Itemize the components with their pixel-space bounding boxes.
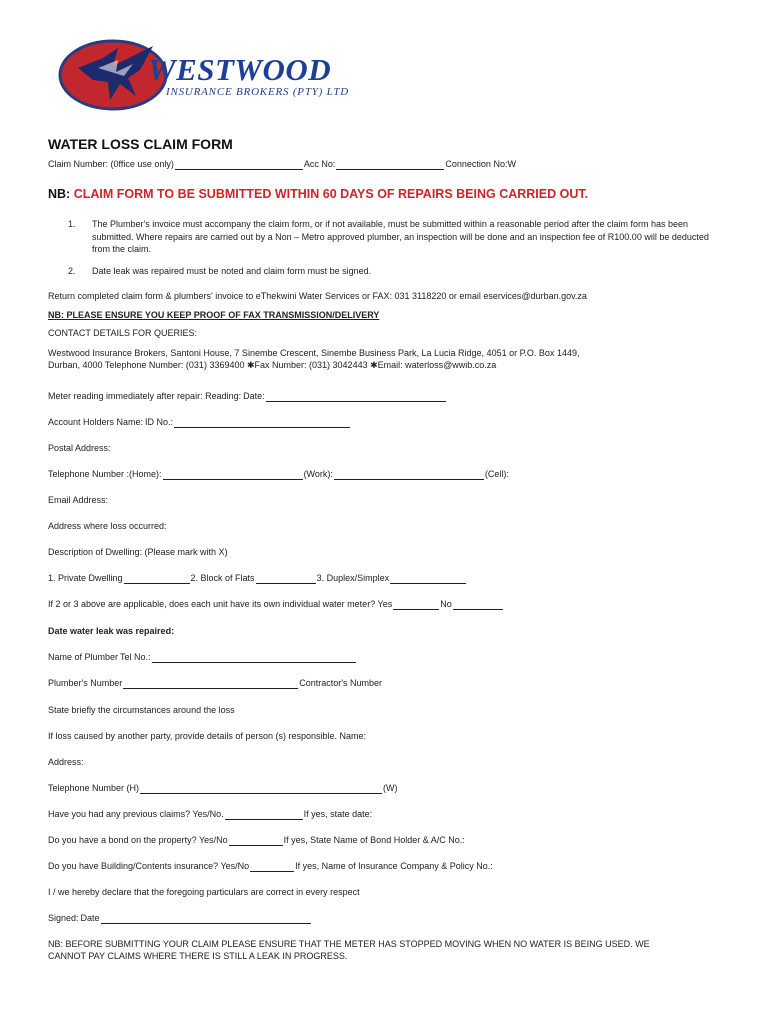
meter-reading-label: Meter reading immediately after repair: Reading: [48,391,242,401]
instruction-number: 1. [68,219,76,229]
form-title: WATER LOSS CLAIM FORM [48,136,233,152]
instruction-item [48,218,716,256]
bond-label: Do you have a bond on the property? Yes/No [48,835,228,845]
meter-date-label: Date: [243,391,265,401]
previous-claims-row [48,809,670,820]
plumber-name-row [48,652,670,663]
sign-date-label: Date [80,913,100,923]
claim-number-label: Claim Number: (0ffice use only) [48,159,174,169]
tel-home-label: Telephone Number :(Home): [48,469,162,479]
return-instructions: Return completed claim form & plumbers' invoice to eThekwini Water Services or FAX: 031 3118220 or email eservices@durban.gov.za [48,291,587,301]
instruction-text: Date leak was repaired must be noted and claim form must be signed. [92,266,372,276]
id-no-field[interactable] [174,418,350,428]
loss-address-row [48,521,670,532]
circumstances-row [48,705,670,716]
loss-address-label: Address where loss occurred: [48,521,167,531]
contact-address: Westwood Insurance Brokers, Santoni House, 7 Sinembe Crescent, Sinembe Business Park, La Lucia Ridge, 4051 or P.O. Box 1449, [48,348,580,358]
submission-notice [48,187,588,201]
telephone-row [48,469,670,480]
meter-yes-field[interactable] [393,600,439,610]
other-party-telephone-row [48,783,670,794]
email-label: Email Address: [48,495,109,505]
individual-meter-row [48,599,670,610]
tel-home-field[interactable] [163,470,303,480]
tel-h-label: Telephone Number (H) [48,783,140,793]
insurer-label: If yes, Name of Insurance Company & Policy No.: [295,861,493,871]
meter-no-field[interactable] [453,600,503,610]
claim-number-row [48,159,670,170]
account-holder-label: Account Holders Name: [48,417,144,427]
bond-holder-label: If yes, State Name of Bond Holder & A/C No.: [283,835,465,845]
company-name: WESTWOOD [148,52,332,87]
block-of-flats-field[interactable] [256,574,316,584]
meter-no-label: No [440,599,452,609]
duplex-simplex-field[interactable] [390,574,466,584]
instruction-number: 2. [68,266,76,276]
instruction-text: The Plumber's invoice must accompany the claim form, or if not available, must be submitted within a reasonable period after the claim form has been submitted. Where repairs are carried out by a Non – Metro approved plumber, an inspection will be done and an inspection fee of R100.00 will be deducted from the claim. [92,219,709,254]
contractor-number-label: Contractor's Number [299,678,382,688]
postal-address-label: Postal Address: [48,443,111,453]
tel-h-field[interactable] [140,784,382,794]
plumber-name-label: Name of Plumber [48,652,119,662]
private-dwelling-label: 1. Private Dwelling [48,573,123,583]
acc-no-field[interactable] [336,160,444,170]
tel-w-label: (W) [383,783,398,793]
tel-cell-label: (Cell): [484,469,509,479]
notice-prefix: NB: [48,187,71,201]
footer-notice-line2: CANNOT PAY CLAIMS WHERE THERE IS STILL A LEAK IN PROGRESS. [48,951,348,961]
tel-work-field[interactable] [334,470,484,480]
insurance-field[interactable] [250,862,294,872]
acc-no-label: Acc No: [303,159,336,169]
contact-numbers: Durban, 4000 Telephone Number: (031) 3369400 ✱Fax Number: (031) 3042443 ✱Email: waterloss@wwib.co.za [48,360,497,370]
bond-row [48,835,670,846]
contact-heading: CONTACT DETAILS FOR QUERIES: [48,328,198,338]
other-party-label: If loss caused by another party, provide details of person (s) responsible. Name: [48,731,366,741]
id-no-label: ID No.: [145,417,174,427]
plumber-tel-field[interactable] [152,653,356,663]
bond-field[interactable] [229,836,283,846]
sign-date-field[interactable] [101,914,311,924]
individual-meter-question: If 2 or 3 above are applicable, does each unit have its own individual water meter? Yes [48,599,393,609]
circumstances-label: State briefly the circumstances around the loss [48,705,235,715]
postal-address-row [48,443,670,454]
connection-no-label: Connection No:W [445,159,516,169]
previous-claim-date-label: If yes, state date: [303,809,373,819]
meter-reading-row [48,391,670,402]
plumber-number-row [48,678,670,689]
instruction-item [48,265,716,278]
plumber-number-label: Plumber's Number [48,678,123,688]
plumber-number-field[interactable] [123,679,298,689]
email-row [48,495,670,506]
previous-claims-field[interactable] [225,810,303,820]
other-party-row [48,731,670,742]
insurance-row [48,861,670,872]
account-holder-row [48,417,670,428]
other-party-address-row [48,757,670,768]
private-dwelling-field[interactable] [124,574,190,584]
date-repaired-row [48,626,670,637]
claim-number-field[interactable] [175,160,303,170]
company-subtitle: INSURANCE BROKERS (PTY) LTD [166,86,350,98]
fax-notice: NB: PLEASE ENSURE YOU KEEP PROOF OF FAX TRANSMISSION/DELIVERY [48,310,380,320]
footer-notice-line1: NB: BEFORE SUBMITTING YOUR CLAIM PLEASE ENSURE THAT THE METER HAS STOPPED MOVING WHEN NO WATER IS BEING USED. WE [48,939,650,949]
dwelling-description-row [48,547,670,558]
tel-work-label: (Work): [303,469,333,479]
block-of-flats-label: 2. Block of Flats [190,573,255,583]
dwelling-options-row [48,573,670,584]
company-logo [58,38,398,112]
signature-row [48,913,670,924]
date-repaired-label: Date water leak was repaired: [48,626,175,636]
address-label: Address: [48,757,84,767]
meter-date-field[interactable] [266,392,446,402]
insurance-label: Do you have Building/Contents insurance? Yes/No [48,861,250,871]
dwelling-description-label: Description of Dwelling: (Please mark with X) [48,547,228,557]
duplex-simplex-label: 3. Duplex/Simplex [316,573,390,583]
declaration-text: I / we hereby declare that the foregoing particulars are correct in every respect [48,887,360,897]
notice-text: CLAIM FORM TO BE SUBMITTED WITHIN 60 DAYS OF REPAIRS BEING CARRIED OUT. [73,187,589,201]
plumber-tel-label: Tel No.: [120,652,151,662]
previous-claims-label: Have you had any previous claims? Yes/No. [48,809,224,819]
signed-label: Signed: [48,913,79,923]
